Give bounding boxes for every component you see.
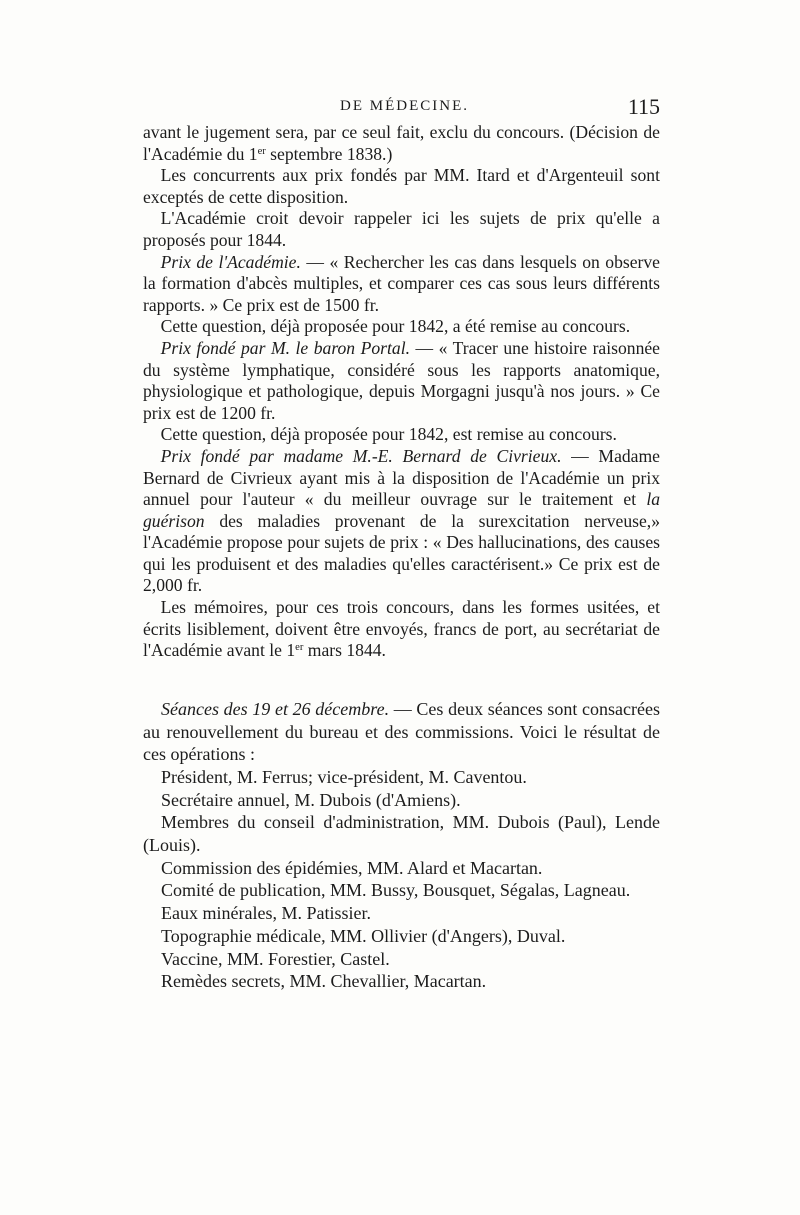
- section-gap: [143, 662, 660, 698]
- line-president: Président, M. Ferrus; vice-président, M. Caventou.: [161, 766, 527, 787]
- paragraph-text: — « Rechercher les cas dans lesquels on observe la formation d'abcès multiples, et comparer ces cas sous leurs différents rapports. » Ce prix est de 1500 fr.: [143, 251, 660, 315]
- page-number: 115: [627, 94, 660, 119]
- line-conseil: Membres du conseil d'administration, MM. Dubois (Paul), Lende (Louis).: [143, 812, 660, 856]
- paragraph-text: — « Tracer une histoire raisonnée du système lymphatique, considéré sous les rapports anatomique, physiologique et pathologique, depuis Morgagni jusqu'à nos jours. » Ce prix est de 1200 fr.: [143, 337, 660, 423]
- line-epidemies: Commission des épidémies, MM. Alard et Macartan.: [161, 857, 543, 878]
- paragraph-exceptions: Les concurrents aux prix fondés par MM. Itard et d'Argenteuil sont exceptés de cette disposition.: [143, 165, 660, 207]
- paragraph-text: — Madame Bernard de Civrieux ayant mis à la disposition de l'Académie un prix annuel pour l'auteur « du meilleur ouvrage sur le traitement et: [143, 445, 660, 510]
- line-remedes: Remèdes secrets, MM. Chevallier, Macartan.: [161, 971, 487, 992]
- paragraph-prix-civrieux: [143, 446, 660, 597]
- paragraph-seances: [143, 698, 660, 766]
- running-head: [143, 96, 660, 122]
- paragraph-decision: [143, 122, 660, 165]
- prize-heading: Prix fondé par M. le baron Portal.: [160, 337, 410, 358]
- line-publication: Comité de publication, MM. Bussy, Bousquet, Ségalas, Lagneau.: [161, 880, 631, 901]
- body-text: [143, 122, 660, 993]
- paragraph-memoires: [143, 597, 660, 662]
- paragraph-prix-academie: [143, 252, 660, 317]
- line-vaccine: Vaccine, MM. Forestier, Castel.: [161, 948, 390, 969]
- paragraph-text: avant le jugement sera, par ce seul fait, exclu du concours. (Décision de l'Académie du 1: [143, 122, 660, 164]
- prize-heading: Prix de l'Académie.: [160, 251, 301, 272]
- paragraph-text: Les mémoires, pour ces trois concours, dans les formes usitées, et écrits lisiblement, doivent être envoyés, francs de port, au secrétariat de l'Académie avant le 1: [143, 597, 660, 661]
- paragraph-text: mars 1844.: [303, 640, 386, 661]
- paragraph-question-remise: Cette question, déjà proposée pour 1842, a été remise au concours.: [160, 316, 631, 337]
- italic-phrase: la guérison: [143, 489, 660, 531]
- paragraph-text: — Ces deux séances sont consacrées au renouvellement du bureau et des commissions. Voici le résultat de ces opérations :: [143, 698, 661, 765]
- line-topographie: Topographie médicale, MM. Ollivier (d'Angers), Duval.: [161, 925, 566, 946]
- ordinal-superscript: er: [295, 642, 304, 654]
- prize-heading: Prix fondé par madame M.-E. Bernard de Civrieux.: [160, 445, 562, 466]
- running-title: DE MÉDECINE.: [340, 98, 469, 114]
- line-eaux-minerales: Eaux minérales, M. Patissier.: [161, 903, 371, 924]
- seances-section: [143, 698, 660, 993]
- section-heading: Séances des 19 et 26 décembre.: [161, 698, 390, 719]
- paragraph-text: des maladies provenant de la surexcitation nerveuse,» l'Académie propose pour sujets de prix : « Des hallucinations, des causes qui les produisent et des maladies qu'elles caractérisent.» Ce prix est de 2,000 fr.: [143, 510, 660, 596]
- line-secretaire: Secrétaire annuel, M. Dubois (d'Amiens).: [161, 789, 461, 810]
- paragraph-question-remise-2: Cette question, déjà proposée pour 1842, est remise au concours.: [160, 424, 617, 445]
- paragraph-prix-portal: [143, 338, 660, 424]
- ordinal-superscript: er: [257, 145, 266, 157]
- paragraph-prize-subjects: L'Académie croit devoir rappeler ici les sujets de prix qu'elle a proposés pour 1844.: [143, 208, 660, 250]
- paragraph-text: septembre 1838.): [265, 143, 393, 164]
